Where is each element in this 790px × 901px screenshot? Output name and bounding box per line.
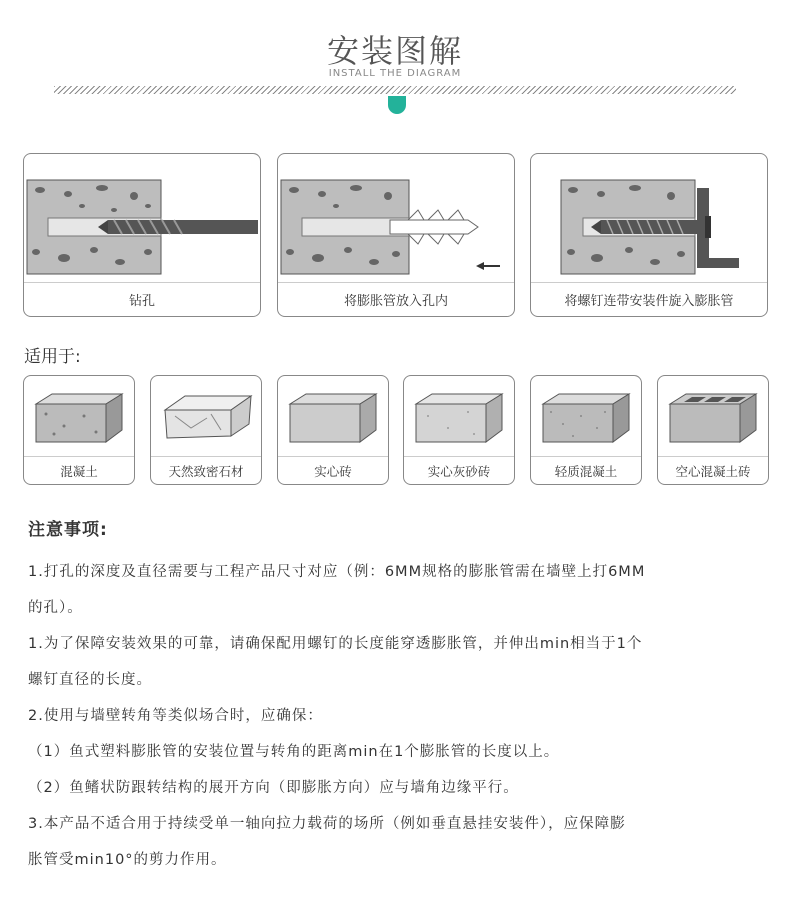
material-label-light-concrete: 轻质混凝土 — [554, 464, 618, 479]
lightweight-concrete-icon — [531, 376, 643, 456]
note-line: 3.本产品不适合用于持续受单一轴向拉力载荷的场所（例如垂直悬挂安装件），应保障膨 — [28, 816, 626, 832]
applicable-label: 适用于: — [24, 347, 81, 367]
material-label-hollow-block: 空心混凝土砖 — [675, 464, 751, 479]
hollow-concrete-block-icon — [658, 376, 770, 456]
note-line: 的孔）。 — [28, 600, 83, 616]
hatch-divider — [54, 86, 736, 94]
sand-lime-brick-icon — [404, 376, 516, 456]
step-label-screw: 将螺钉连带安装件旋入膨胀管 — [564, 294, 734, 309]
step-label-drill: 钻孔 — [128, 294, 155, 309]
material-label-concrete: 混凝土 — [60, 464, 98, 479]
page-subtitle: INSTALL THE DIAGRAM — [328, 68, 462, 79]
note-line: 1.为了保障安装效果的可靠，请确保配用螺钉的长度能穿透膨胀管，并伸出min相当于1个 — [28, 636, 643, 652]
caption-divider — [278, 282, 514, 283]
material-card-stone — [150, 375, 262, 485]
step-label-insert: 将膨胀管放入孔内 — [343, 294, 448, 309]
concrete-block-icon — [24, 376, 136, 456]
drill-illustration — [24, 154, 262, 284]
caption-divider — [531, 456, 641, 457]
step-card-insert — [277, 153, 515, 317]
material-label-solid-brick: 实心砖 — [314, 464, 352, 479]
notes-section — [28, 515, 773, 878]
note-line: （1）鱼式塑料膨胀管的安装位置与转角的距离min在1个膨胀管的长度以上。 — [28, 744, 560, 760]
material-card-solid-brick — [277, 375, 389, 485]
step-card-drill — [23, 153, 261, 317]
caption-divider — [24, 282, 260, 283]
insert-anchor-illustration — [278, 154, 516, 284]
step-card-screw — [530, 153, 768, 317]
page-title: 安装图解 — [326, 32, 463, 70]
material-card-light-concrete — [530, 375, 642, 485]
caption-divider — [24, 456, 134, 457]
material-card-sand-brick — [403, 375, 515, 485]
note-line: 螺钉直径的长度。 — [28, 672, 152, 688]
natural-stone-icon — [151, 376, 263, 456]
note-line: 1.打孔的深度及直径需要与工程产品尺寸对应（例：6MM规格的膨胀管需在墙壁上打6MM — [28, 564, 646, 580]
caption-divider — [531, 282, 767, 283]
caption-divider — [404, 456, 514, 457]
screw-in-illustration — [531, 154, 769, 284]
notes-title: 注意事项: — [28, 520, 108, 540]
accent-dot — [388, 96, 406, 114]
caption-divider — [151, 456, 261, 457]
note-line: （2）鱼鳍状防跟转结构的展开方向（即膨胀方向）应与墙角边缘平行。 — [28, 780, 519, 796]
solid-brick-icon — [278, 376, 390, 456]
caption-divider — [658, 456, 768, 457]
note-line: 2.使用与墙壁转角等类似场合时，应确保： — [28, 708, 323, 724]
material-card-concrete — [23, 375, 135, 485]
material-label-sand-brick: 实心灰砂砖 — [427, 464, 491, 479]
note-line: 胀管受min10°的剪力作用。 — [28, 852, 227, 868]
material-label-stone: 天然致密石材 — [168, 464, 244, 479]
caption-divider — [278, 456, 388, 457]
material-card-hollow-block — [657, 375, 769, 485]
